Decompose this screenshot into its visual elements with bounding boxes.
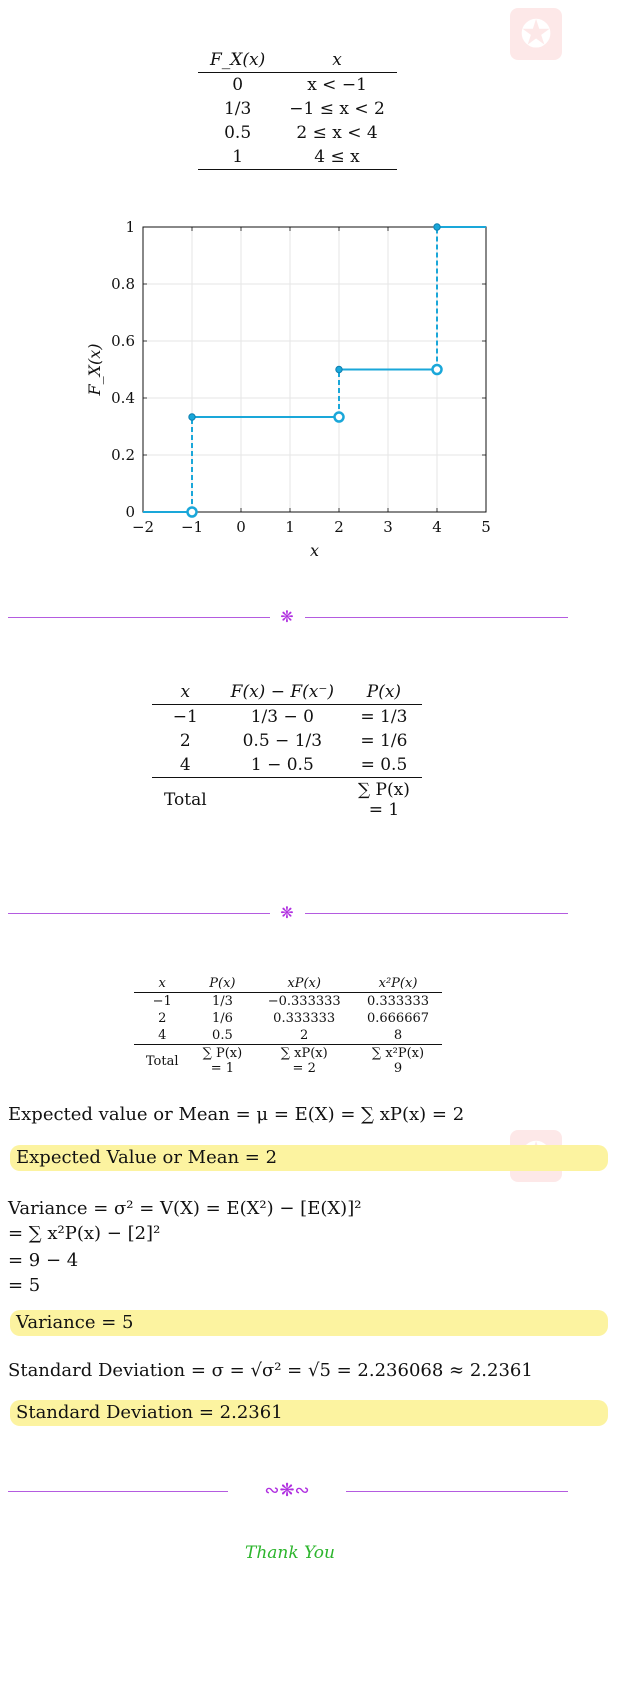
cdf-cell: 0 [232, 75, 244, 95]
sd-formula: Standard Deviation = σ = √σ² = √5 = 2.236068 ≈ 2.2361 [8, 1360, 533, 1381]
divider-line [8, 617, 270, 618]
y-tick-label: 1 [125, 218, 135, 236]
moment-cell: 2 [158, 1011, 167, 1026]
pmf-cell: 2 [179, 731, 191, 751]
moment-cell: 2 [254, 1027, 354, 1045]
cdf-header-fx: F_X(x) [198, 48, 277, 73]
moment-header-xpx: xP(x) [254, 975, 354, 993]
cdf-cell: 2 ≤ x < 4 [296, 123, 378, 143]
variance-formula-2: = ∑ x²P(x) − [2]² [8, 1223, 161, 1244]
divider-line [8, 913, 270, 914]
y-tick-label: 0.4 [111, 389, 135, 407]
pmf-cell: = 0.5 [346, 753, 422, 778]
closed-point [189, 414, 195, 420]
cdf-header-x: x [277, 48, 397, 73]
divider-line [305, 913, 568, 914]
cdf-cell: 4 ≤ x [277, 145, 397, 170]
moment-header-x: x [134, 975, 190, 993]
y-axis-label: F_X(x) [85, 343, 104, 396]
variance-formula-1: Variance = σ² = V(X) = E(X²) − [E(X)]² [8, 1198, 362, 1219]
x-tick-label: 3 [383, 518, 393, 536]
pmf-cell: = 1/3 [360, 707, 408, 727]
cdf-cell: 1 [198, 145, 277, 170]
cdf-cell: 0.5 [224, 123, 252, 143]
variance-formula-4: = 5 [8, 1275, 41, 1296]
moment-cell: 8 [354, 1027, 442, 1045]
closed-point [336, 366, 342, 372]
divider-line [305, 617, 568, 618]
x-tick-label: 5 [481, 518, 491, 536]
moment-cell: 4 [134, 1027, 190, 1045]
x-axis-label: x [309, 541, 320, 560]
pmf-total-label: Total [164, 790, 207, 810]
corner-stamp-icon: ✪ [510, 8, 562, 60]
moment-cell: 0.333333 [273, 1011, 336, 1026]
moment-cell: −1 [152, 994, 172, 1009]
ornament-icon: ❋ [280, 607, 294, 626]
open-point [433, 365, 442, 374]
moment-total-label: Total [145, 1053, 179, 1069]
x-tick-label: 4 [432, 518, 442, 536]
moment-header-x2px: x²P(x) [354, 975, 442, 993]
moment-cell: 0.666667 [366, 1011, 430, 1026]
moment-table [134, 975, 442, 1077]
pmf-total-sum: ∑ P(x) = 1 [358, 780, 410, 820]
ornament-icon: ❋ [280, 903, 294, 922]
closed-point [434, 224, 440, 230]
y-tick-label: 0 [125, 503, 135, 521]
final-ornament-icon: ∾❋∾ [264, 1480, 310, 1501]
pmf-cell: −1 [172, 707, 198, 727]
mean-formula: Expected value or Mean = μ = E(X) = ∑ xP(x) = 2 [8, 1104, 465, 1125]
pmf-header-x: x [152, 680, 219, 705]
y-tick-label: 0.8 [111, 275, 135, 293]
cdf-cell: x < −1 [307, 75, 367, 95]
pmf-total-value: = 1 [368, 800, 400, 820]
moment-cell: 0.333333 [366, 994, 430, 1009]
open-point [188, 508, 197, 517]
mean-result-box: Expected Value or Mean = 2 [10, 1145, 608, 1171]
moment-cell: 0.5 [190, 1027, 254, 1045]
pmf-cell: 0.5 − 1/3 [242, 731, 323, 751]
cdf-cell: 1/3 [223, 99, 252, 119]
variance-result-box: Variance = 5 [10, 1310, 608, 1336]
x-tick-label: −1 [180, 518, 204, 536]
divider-line [8, 1491, 228, 1492]
moment-total: ∑ x²P(x) 9 [371, 1046, 425, 1076]
moment-total: ∑ xP(x) = 2 [280, 1046, 328, 1076]
pmf-header-diff: F(x) − F(x⁻) [219, 680, 346, 705]
sd-result-box: Standard Deviation = 2.2361 [10, 1400, 608, 1426]
divider-line [346, 1491, 568, 1492]
moment-cell: 1/6 [211, 1011, 233, 1026]
moment-header-px: P(x) [190, 975, 254, 993]
variance-formula-3: = 9 − 4 [8, 1250, 79, 1271]
thank-you-text: Thank You [244, 1543, 335, 1563]
x-tick-label: 0 [236, 518, 246, 536]
pmf-header-px: P(x) [346, 680, 422, 705]
pmf-cell: = 1/6 [360, 731, 408, 751]
pmf-table [152, 680, 422, 822]
y-tick-label: 0.2 [111, 446, 135, 464]
cdf-table [198, 48, 397, 170]
moment-cell: −0.333333 [267, 994, 341, 1009]
x-tick-label: −2 [131, 518, 155, 536]
y-tick-label: 0.6 [111, 332, 135, 350]
x-tick-label: 2 [334, 518, 344, 536]
cdf-cell: −1 ≤ x < 2 [289, 99, 385, 119]
open-point [335, 413, 344, 422]
pmf-cell: 4 [152, 753, 219, 778]
moment-cell: 1/3 [211, 994, 233, 1009]
pmf-cell: 1 − 0.5 [219, 753, 346, 778]
cdf-step-chart [70, 210, 520, 565]
x-tick-label: 1 [285, 518, 295, 536]
pmf-cell: 1/3 − 0 [250, 707, 314, 727]
moment-total: ∑ P(x) = 1 [202, 1046, 243, 1076]
